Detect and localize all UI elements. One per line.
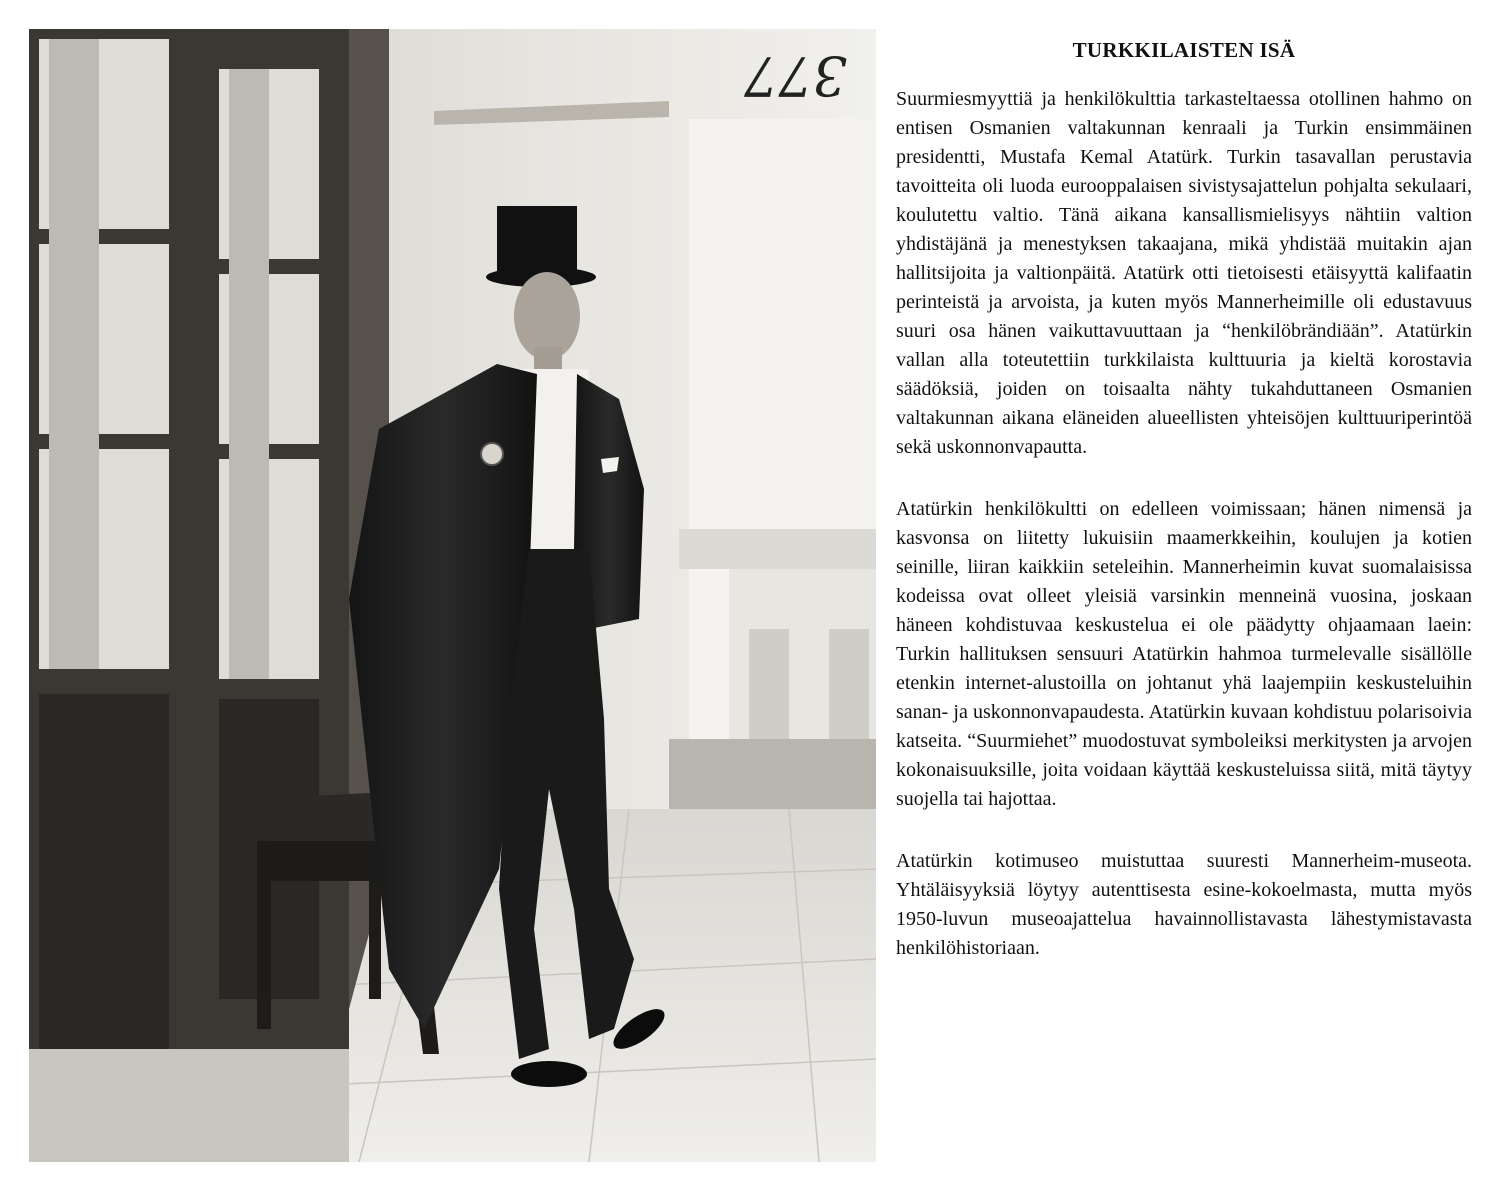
article: [896, 38, 1472, 1168]
article-title: TURKKILAISTEN ISÄ: [1072, 38, 1296, 62]
handwritten-number: 377: [744, 44, 848, 107]
article-paragraph: Suurmiesmyyttiä ja henkilökulttia tarkasteltaessa otollinen hahmo on entisen Osmanien valtakunnan kenraali ja Turkin ensimmäinen presidentti, Mustafa Kemal Atatürk. Turkin tasavallan perustavia tavoitteita oli luoda eurooppalaisen sivistysajattelun pohjalta sekulaari, koulutettu valtio. Tänä aikana kansallismielisyys nähtiin valtion yhdistäjänä ja menestyksen takaajana, mikä yhdistää muitakin ajan hallitsijoita ja valtionpäitä. Atatürk otti tietoisesti etäisyyttä kalifaatin perinteistä ja arvoista, ja kuten myös Mannerheimille oli edustavuus suuri osa hänen vaikuttavuuttaan ja “henkilöbrändiään”. Atatürkin vallan alla toteutettiin turkkilaista kulttuuria ja kieltä korostavia säädöksiä, joiden on toisaalta nähty tukahduttaneen Osmanien valtakunnan aikana eläneiden alueellisten yhteisöjen kulttuuriperintöä sekä uskonnonvapautta.: [896, 88, 1472, 458]
photo-illustration: [29, 29, 876, 1162]
door-panel: [39, 694, 169, 1054]
tile-band: [669, 739, 876, 809]
floor-left: [29, 1049, 349, 1162]
article-paragraph: Atatürkin kotimuseo muistuttaa suuresti Mannerheim-museota. Yhtäläisyyksiä löytyy autenttisesta esine-kokoelmasta, mutta myös 1950-luvun museoajattelua havainnollistavasta lähestymistavasta henkilöhistoriaan.: [896, 850, 1472, 959]
parapet-top: [679, 529, 876, 569]
article-paragraph: Atatürkin henkilökultti on edelleen voimissaan; hänen nimensä ja kasvonsa on liitetty lukuisiin maamerkkeihin, koulujen ja kotien seinille, liiran kaikkiin seteleihin. Mannerheimin kuvat suomalaisissa kodeissa ovat olleet yleisiä varsinkin menneinä vuosina, joskaan häneen kohdistuvaa keskustelua ei ole päädytty ohjaamaan laein: Turkin hallituksen sensuuri Atatürkin hahmoa turmelevalle sisällölle etenkin internet-alustoilla on johtanut yhä laajempiin keskusteluihin sanan- ja uskonnonvapaudesta. Atatürkin kuvaan kohdistuu polarisoivia katseita. “Suurmiehet” muodostuvat symboleiksi merkitysten ja arvojen kokonaisuuksille, joita voidaan käyttää keskusteluissa siitä, mitä täytyy suojella tai hajottaa.: [896, 498, 1472, 810]
archival-photograph: [29, 29, 876, 1162]
